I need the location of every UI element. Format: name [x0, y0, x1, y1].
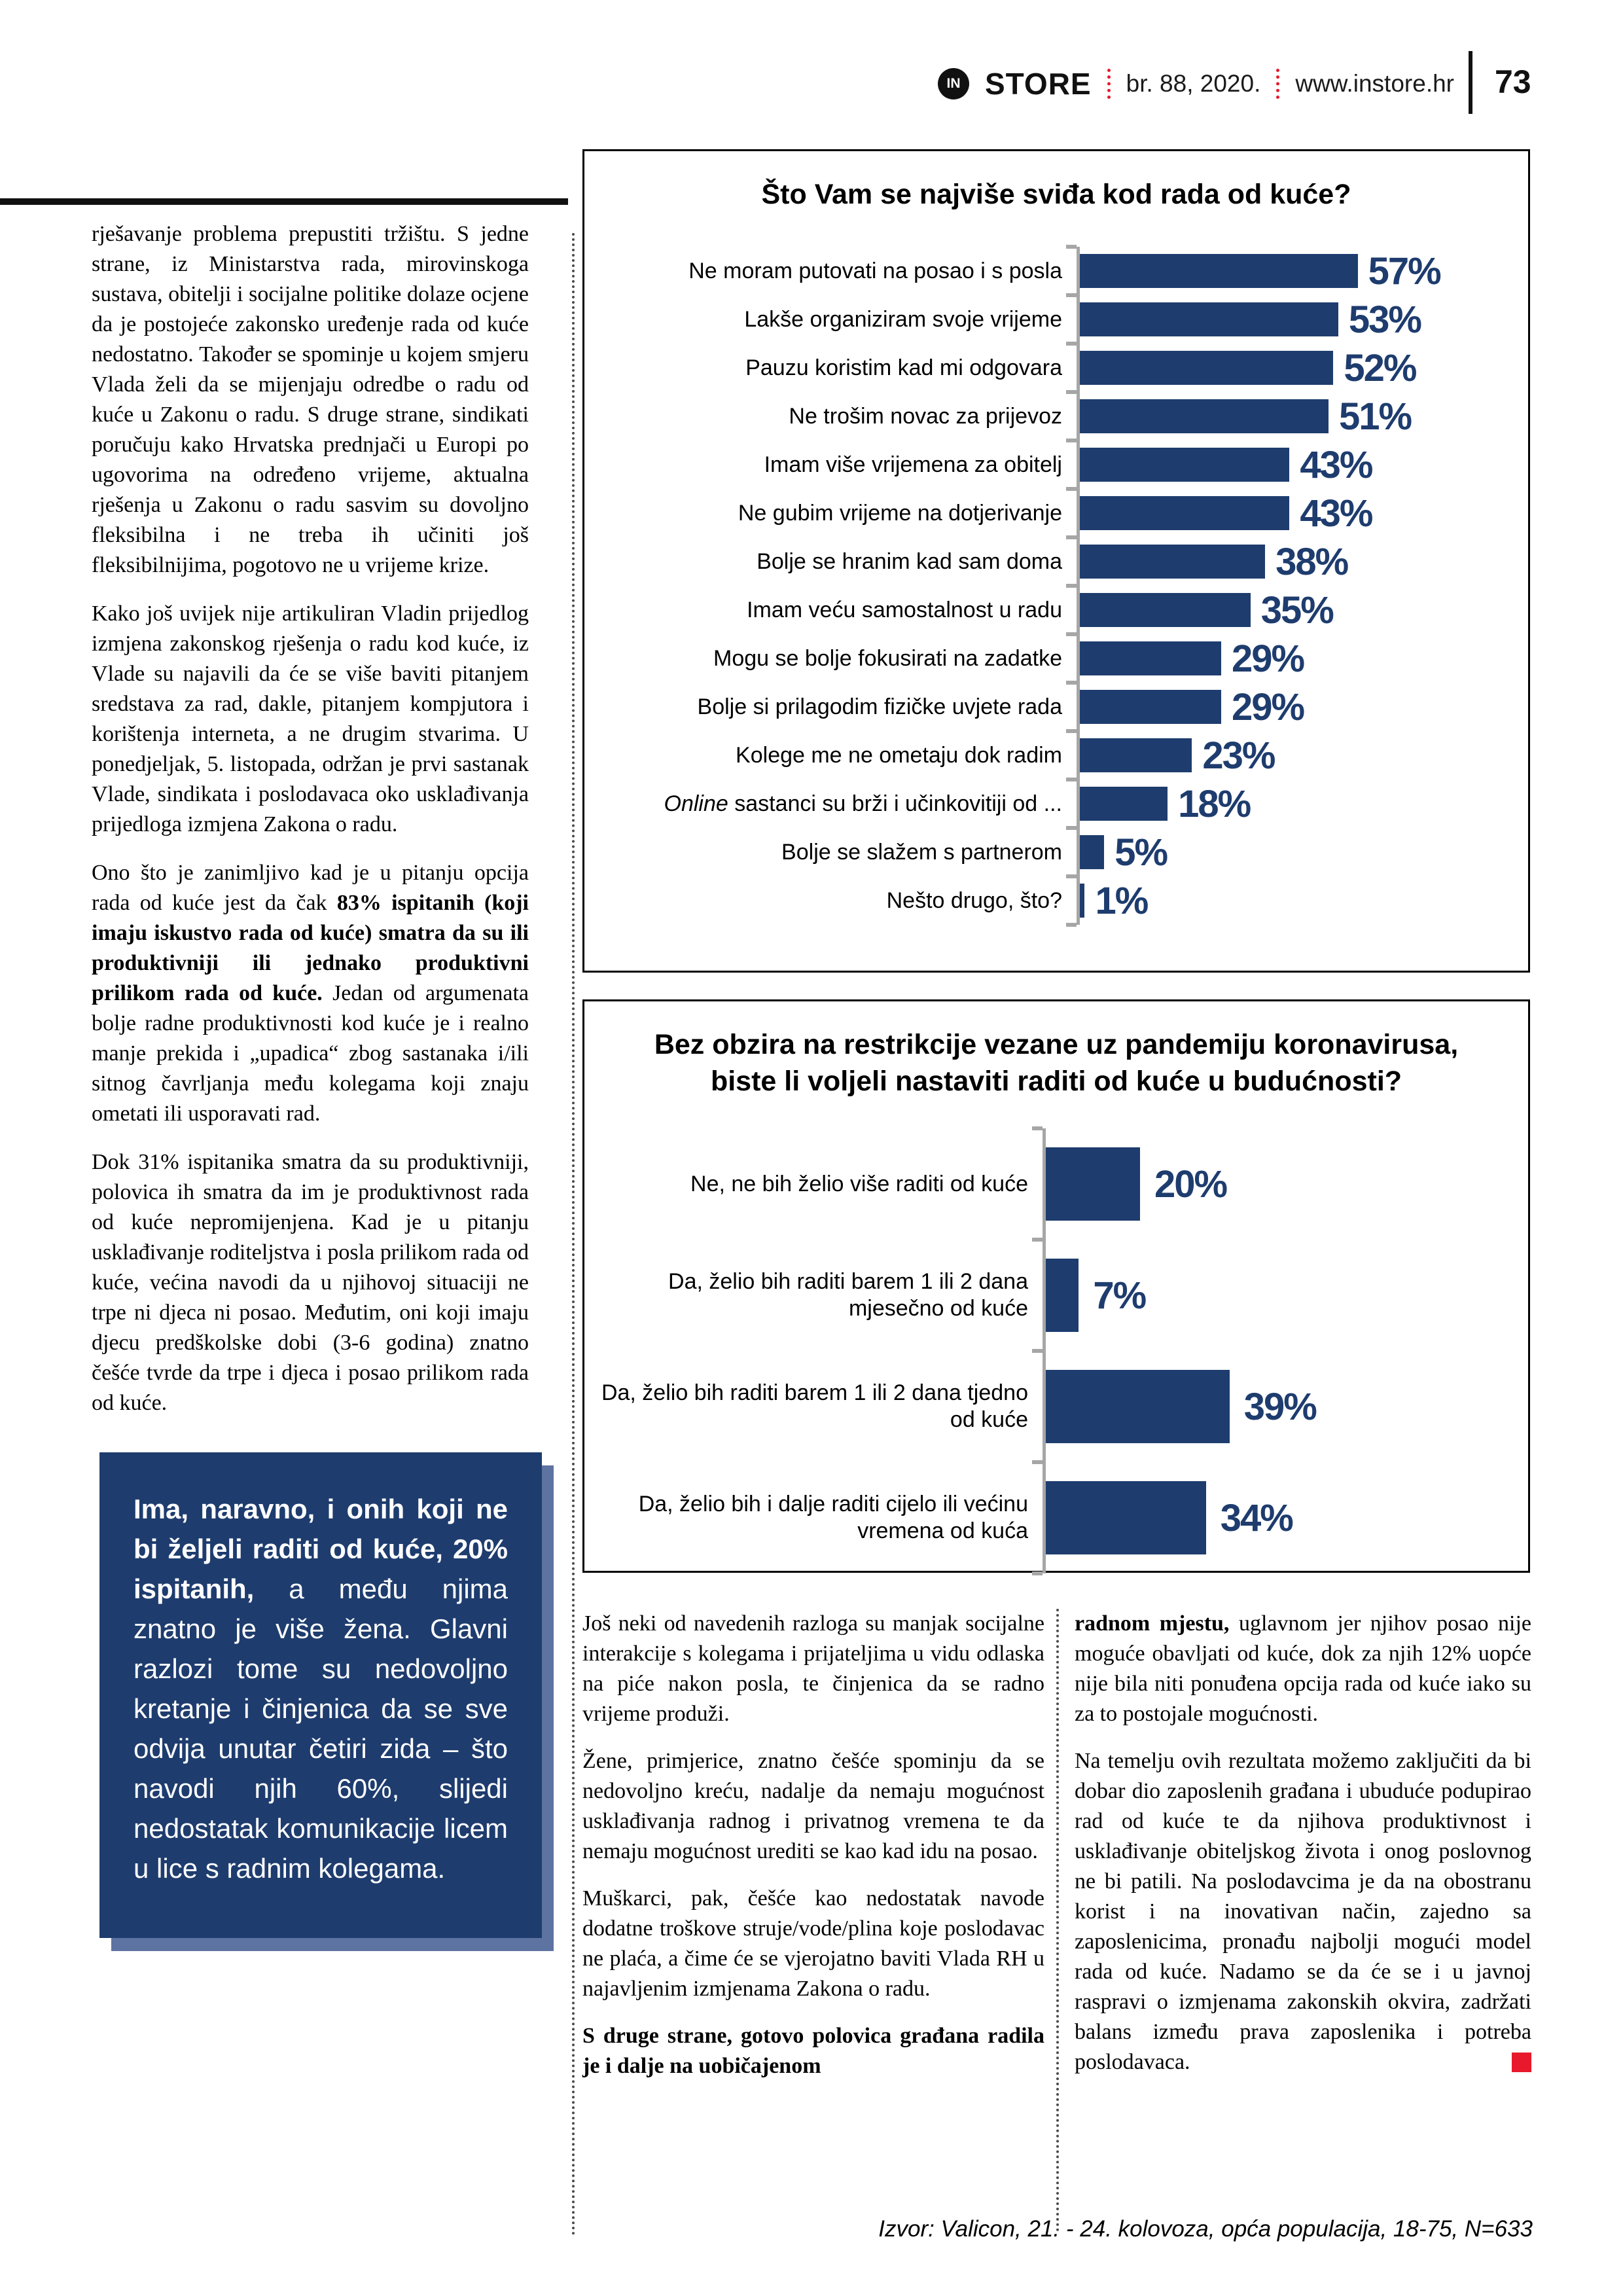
bar-area — [1077, 537, 1528, 586]
text-segment: Kako još uvijek nije artikuliran Vladin prijedlog izmjena zakonskog rješenja o radu kod kuće, iz Vlade su najavili da će se više baviti pitanjem sredstava za rad, dakle, pitanjem kompjutora i korištenja interneta, a ne drugim stvarima. U ponedjeljak, 5. listopada, održan je prvi sastanak Vlade, sindikata i poslodavaca oko usklađivanja prijedloga izmjena Zakona o radu. — [92, 601, 529, 836]
text-segment: Ne moram putovati na posao i s posla — [688, 258, 1062, 283]
bar-area — [1077, 247, 1528, 295]
paragraph — [582, 1609, 1044, 1729]
paragraph — [92, 219, 529, 581]
bar — [1080, 690, 1221, 724]
left-column-paragraphs — [92, 219, 529, 1418]
value-label: 1% — [1095, 879, 1148, 922]
bar-area — [1077, 876, 1528, 925]
bar — [1080, 302, 1338, 336]
chart-row — [584, 586, 1528, 634]
bar — [1080, 884, 1084, 918]
text-segment: Da, želio bih raditi barem 1 ili 2 dana tjedno od kuće — [601, 1380, 1028, 1432]
bar — [1080, 254, 1358, 288]
value-label: 53% — [1348, 298, 1421, 341]
chart-row — [584, 876, 1528, 925]
bar-area — [1043, 1462, 1528, 1573]
text-segment: 83% ispitanih (koji imaju iskustvo rada od kuće) smatra da su ili produktivniji ili jednako produktivni prilikom rada od kuće. — [92, 891, 529, 1005]
text-segment: S druge strane, gotovo polovica građana radila je i dalje na uobičajenom — [582, 2024, 1044, 2078]
text-segment: Online — [664, 791, 728, 816]
bar-area — [1077, 634, 1528, 683]
bar-area — [1077, 440, 1528, 489]
article-end-marker — [1512, 2053, 1531, 2072]
chart-title: Što Vam se najviše sviđa kod rada od kuće? — [761, 179, 1351, 210]
category-label — [584, 500, 1077, 527]
bar-area — [1077, 683, 1528, 731]
category-label — [584, 355, 1077, 382]
bar — [1080, 399, 1329, 433]
page-number: 73 — [1495, 63, 1531, 100]
paragraph — [1075, 1609, 1531, 1729]
bar — [1080, 835, 1104, 869]
chart-row — [584, 634, 1528, 683]
chart-row — [584, 440, 1528, 489]
bar-area — [1043, 1240, 1528, 1351]
category-label — [584, 597, 1077, 624]
value-label: 51% — [1338, 395, 1412, 438]
chart-row — [584, 344, 1528, 392]
category-label — [584, 791, 1077, 817]
text-segment: uglavnom jer njihov posao nije moguće obavljati od kuće, dok za njih 12% uopće nije bila niti ponuđena opcija rada od kuće iako su za to postojale mogućnosti. — [1075, 1611, 1531, 1726]
text-segment: sastanci su brži i učinkovitiji od ... — [728, 791, 1062, 816]
column-divider-dotted — [1056, 1609, 1059, 2232]
category-label — [584, 839, 1077, 866]
paragraph — [582, 1884, 1044, 2004]
value-label: 20% — [1154, 1162, 1227, 1206]
text-segment: Dok 31% ispitanika smatra da su produktivniji, polovica ih smatra da im je produktivnost rada od kuće nepromijenjena. Kad je u pitanju usklađivanje roditeljstva i posla prilikom rada od kuće, većina navodi da u njihovoj situaciji ne trpe ni djeca ni posao. Međutim, oni koji imaju djecu predškolske dobi (3-6 godina) znatno češće tvrde da trpe i djeca i posao prilikom rada od kuće. — [92, 1150, 529, 1415]
source-note: Izvor: Valicon, 21. - 24. kolovoza, opća populacija, 18-75, N=633 — [878, 2216, 1533, 2242]
text-segment: Na temelju ovih rezultata možemo zaključiti da bi dobar dio zaposlenih građana i ubuduće podupirao rad od kuće te da njihova produktivnost i usklađivanje obiteljskog života i onog poslovnog ne bi patili. Na poslodavcima je da na obostranu korist i na inovativan način, zajedno sa zaposlenicima, pronađu najbolji mogući model rada od kuće. Nadamo se da će se i u javnoj raspravi o izmjenama zakonskih okvira, zadržati balans između prava zaposlenika i potreba poslodavaca. — [1075, 1749, 1531, 2074]
callout-paragraphs — [134, 1489, 508, 1888]
chart-row — [584, 828, 1528, 876]
text-segment: Muškarci, pak, češće kao nedostatak navode dodatne troškove struje/vode/plina koje poslodavac ne plaća, a čime će se vjerojatno baviti Vlada RH u najavljenim izmjenama Zakona o radu. — [582, 1886, 1044, 2001]
category-label — [584, 258, 1077, 285]
category-label — [584, 1380, 1043, 1433]
bar — [1080, 641, 1221, 675]
category-label — [584, 403, 1077, 430]
text-segment: Ne gubim vrijeme na dotjerivanje — [738, 500, 1062, 526]
chart-row — [584, 247, 1528, 295]
category-label — [584, 645, 1077, 672]
paragraph — [134, 1489, 508, 1888]
chart-row — [584, 489, 1528, 537]
highlight-callout-box — [99, 1452, 542, 1938]
bar — [1080, 496, 1289, 530]
bar-area — [1077, 489, 1528, 537]
value-label: 52% — [1344, 346, 1416, 389]
bar-area — [1043, 1351, 1528, 1462]
category-label — [584, 694, 1077, 721]
issue-label: br. 88, 2020. — [1126, 70, 1261, 97]
paragraph — [582, 1746, 1044, 1867]
text-segment: Kolege me ne ometaju dok radim — [736, 742, 1062, 768]
text-segment: Ima, naravno, i onih koji ne bi željeli raditi od kuće, 20% ispitanih, — [134, 1494, 508, 1604]
right-column-paragraphs — [1075, 1609, 1531, 2077]
value-label: 18% — [1178, 782, 1251, 825]
category-label — [584, 742, 1077, 769]
section-rule — [0, 198, 568, 205]
category-label — [584, 1268, 1043, 1322]
chart-row — [584, 1351, 1528, 1462]
chart-row — [584, 1128, 1528, 1240]
value-label: 5% — [1115, 831, 1168, 874]
chart-row — [584, 537, 1528, 586]
text-segment: Imam veću samostalnost u radu — [747, 597, 1062, 622]
red-dotted-separator — [1276, 69, 1279, 99]
text-segment: Jedan od argumenata bolje radne produktivnosti kod kuće je i realno manje prekida i „upadica“ zbog sastanaka i/ili sitnog čavrljanja među kolegama koji znaju ometati ili usporavati rad. — [92, 981, 529, 1126]
bar — [1080, 738, 1192, 772]
paragraph — [1075, 1746, 1531, 2077]
text-segment: Nešto drugo, što? — [886, 888, 1062, 913]
paragraph — [92, 1147, 529, 1418]
chart-rows — [584, 247, 1528, 925]
text-segment: radnom mjestu, — [1075, 1611, 1230, 1636]
website-url: www.instore.hr — [1295, 70, 1454, 97]
text-segment: a među njima znatno je više žena. Glavni razlozi tome su nedovoljno kretanje i činjenica da se sve odvija unutar četiri zida – što navodi njih 60%, slijedi nedostatak komunikacije licem u lice s radnim kolegama. — [134, 1573, 508, 1884]
chart-title: Bez obzira na restrikcije vezane uz pandemiju koronavirusa, biste li voljeli nastaviti raditi od kuće u budućnosti? — [654, 1029, 1459, 1097]
header-divider-bar — [1469, 51, 1472, 114]
category-label — [584, 888, 1077, 914]
text-segment: Pauzu koristim kad mi odgovara — [745, 355, 1062, 380]
value-label: 43% — [1300, 443, 1372, 486]
article-right-column — [1075, 1609, 1531, 2094]
chart-row — [584, 683, 1528, 731]
text-segment: Ne, ne bih želio više raditi od kuće — [690, 1171, 1028, 1196]
chart-continue-working-from-home — [582, 999, 1530, 1573]
text-segment: Da, želio bih i dalje raditi cijelo ili većinu vremena od kuća — [638, 1492, 1028, 1543]
paragraph — [92, 599, 529, 840]
text-segment: Žene, primjerice, znatno češće spominju da se nedovoljno kreću, nadalje da nemaju mogućnost usklađivanja radnog i privatnog vremena te da nemaju mogućnost urediti se kao kad idu na posao. — [582, 1749, 1044, 1863]
bar — [1080, 545, 1265, 579]
paragraph — [582, 2021, 1044, 2081]
category-label — [584, 452, 1077, 478]
chart-row — [584, 1240, 1528, 1351]
bar — [1046, 1147, 1140, 1221]
bar — [1080, 448, 1289, 482]
text-segment: Lakše organiziram svoje vrijeme — [744, 306, 1062, 332]
chart-row — [584, 1462, 1528, 1573]
text-segment: Ono što je zanimljivo kad je u pitanju opcija rada od kuće jest da čak — [92, 861, 529, 915]
category-label — [584, 306, 1077, 333]
bar — [1046, 1370, 1230, 1443]
value-label: 43% — [1300, 492, 1372, 535]
instore-logo-icon: IN — [938, 68, 969, 99]
red-dotted-separator — [1107, 69, 1111, 99]
magazine-logo-text: STORE — [984, 67, 1092, 101]
bar — [1046, 1259, 1079, 1332]
chart-likes-of-working-from-home — [582, 149, 1530, 973]
value-label: 7% — [1093, 1274, 1146, 1317]
category-label — [584, 548, 1077, 575]
bar-area — [1077, 586, 1528, 634]
chart-row — [584, 295, 1528, 344]
chart-row — [584, 392, 1528, 440]
value-label: 29% — [1232, 685, 1304, 728]
chart-rows — [584, 1128, 1528, 1573]
paragraph — [92, 858, 529, 1129]
bar-area — [1043, 1128, 1528, 1240]
text-segment: Imam više vrijemena za obitelj — [764, 452, 1062, 477]
page-header — [938, 60, 1454, 107]
bar-area — [1077, 828, 1528, 876]
value-label: 39% — [1243, 1385, 1316, 1428]
bar — [1046, 1481, 1206, 1554]
text-segment: Bolje si prilagodim fizičke uvjete rada — [697, 694, 1062, 719]
article-left-column — [92, 219, 529, 1938]
value-label: 34% — [1220, 1496, 1293, 1539]
bar-area — [1077, 295, 1528, 344]
value-label: 57% — [1368, 249, 1440, 293]
bar — [1080, 351, 1333, 385]
text-segment: Još neki od navedenih razloga su manjak socijalne interakcije s kolegama i prijateljima u vidu odlaska na piće nakon posla, te činjenica da se radno vrijeme produži. — [582, 1611, 1044, 1726]
text-segment: Bolje se slažem s partnerom — [781, 839, 1062, 865]
bar — [1080, 787, 1168, 821]
category-label — [584, 1491, 1043, 1545]
text-segment: Mogu se bolje fokusirati na zadatke — [713, 645, 1062, 671]
bar-area — [1077, 780, 1528, 828]
chart-row — [584, 780, 1528, 828]
middle-column-paragraphs — [582, 1609, 1044, 2081]
value-label: 29% — [1232, 637, 1304, 680]
column-divider-dotted — [572, 233, 575, 2237]
value-label: 35% — [1260, 588, 1333, 632]
category-label — [584, 1171, 1043, 1198]
bar-area — [1077, 392, 1528, 440]
chart-row — [584, 731, 1528, 780]
value-label: 23% — [1202, 734, 1275, 777]
article-middle-column — [582, 1609, 1044, 2098]
text-segment: Bolje se hranim kad sam doma — [757, 548, 1062, 574]
bar-area — [1077, 344, 1528, 392]
value-label: 38% — [1275, 540, 1348, 583]
bar — [1080, 593, 1251, 627]
bar-area — [1077, 731, 1528, 780]
text-segment: Da, želio bih raditi barem 1 ili 2 dana mjesečno od kuće — [668, 1269, 1028, 1321]
text-segment: rješavanje problema prepustiti tržištu. S jedne strane, iz Ministarstva rada, mirovinskoga sustava, obitelji i socijalne politike dolaze ocjene da je postojeće zakonsko uređenje rada od kuće nedostatno. Također se spominje u kojem smjeru Vlada želi da se mijenjaju odredbe o radu od kuće u Zakonu o radu. S druge strane, sindikati poručuju kako Hrvatska prednjači u Europi po ugovorima na određeno vrijeme, aktualna rješenja u Zakonu o radu sasvim su dovoljno fleksibilna i ne treba ih učiniti još fleksibilnijima, pogotovo ne u vrijeme krize. — [92, 222, 529, 577]
text-segment: Ne trošim novac za prijevoz — [789, 403, 1062, 429]
